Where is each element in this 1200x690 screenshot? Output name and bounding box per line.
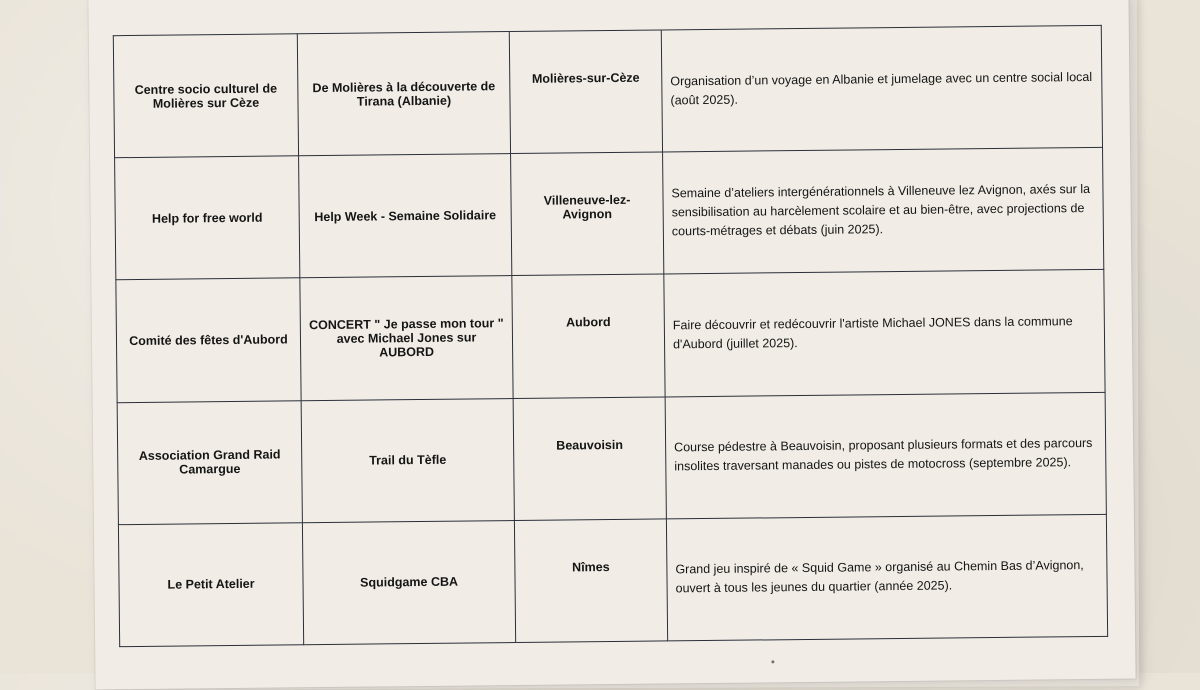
commune-cell: Villeneuve-lez-Avignon (511, 152, 664, 276)
project-cell: Trail du Tèfle (301, 398, 514, 522)
description-cell: Course pédestre à Beauvoisin, proposant plusieurs formats et des parcours insolites traversant manades ou pistes de motocross (septembre 2025). (665, 392, 1106, 519)
association-cell: Le Petit Atelier (118, 523, 303, 647)
description-cell: Faire découvrir et redécouvrir l'artiste Michael JONES dans la commune d'Aubord (juillet 2025). (664, 270, 1105, 397)
association-cell: Help for free world (115, 156, 300, 280)
commune-cell: Molières-sur-Cèze (509, 30, 662, 154)
table-row (118, 514, 1107, 647)
commune-cell: Aubord (512, 274, 665, 398)
table-row (115, 148, 1104, 281)
project-cell: Squidgame CBA (302, 520, 515, 644)
description-cell: Grand jeu inspiré de « Squid Game » organisé au Chemin Bas d’Avignon, ouvert à tous les jeunes du quartier (année 2025). (666, 514, 1107, 641)
projects-table (113, 25, 1108, 647)
description-cell: Semaine d’ateliers intergénérationnels à Villeneuve lez Avignon, axés sur la sensibilisation au harcèlement scolaire et au bien-être, avec projections de courts-métrages et débats (juin 2025). (663, 148, 1104, 275)
project-cell: De Molières à la découverte de Tirana (Albanie) (297, 32, 510, 156)
commune-cell: Beauvoisin (513, 397, 666, 521)
project-cell: Help Week - Semaine Solidaire (299, 154, 512, 278)
paper-speck (771, 660, 774, 663)
table-row (116, 270, 1105, 403)
table-row (117, 392, 1106, 525)
association-cell: Association Grand Raid Camargue (117, 400, 302, 524)
project-cell: CONCERT " Je passe mon tour " avec Michael Jones sur AUBORD (300, 276, 513, 400)
association-cell: Comité des fêtes d'Aubord (116, 278, 301, 402)
paper-sheet (88, 0, 1135, 689)
description-cell: Organisation d’un voyage en Albanie et jumelage avec un centre social local (août 2025). (661, 25, 1102, 152)
association-cell: Centre socio culturel de Molières sur Cèze (113, 34, 298, 158)
commune-cell: Nîmes (514, 519, 667, 643)
table-row (113, 25, 1102, 158)
